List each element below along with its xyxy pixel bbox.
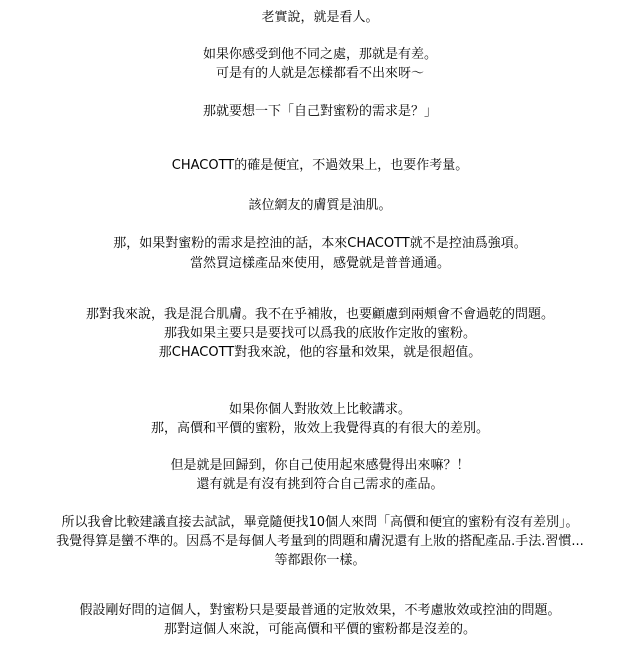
- text-line: 所以我會比較建議直接去試試，畢竟隨便找10個人來問「高價和便宜的蜜粉有沒有差別」。: [61, 515, 579, 530]
- text-line: CHACOTT的確是便宜，不過效果上，也要作考量。: [171, 158, 469, 173]
- text-line: 如果你個人對妝效上比較講求。: [228, 402, 411, 417]
- text-line: 可是有的人就是怎樣都看不出來呀～: [215, 66, 424, 81]
- text-line: 那對我來說，我是混合肌膚。我不在乎補妝，也要顧慮到兩頰會不會過乾的問題。: [85, 307, 554, 322]
- text-line: 假設剛好問的這個人，對蜜粉只是要最普通的定妝效果，不考慮妝效或控油的問題。: [79, 603, 561, 618]
- text-line: 那，高價和平價的蜜粉，妝效上我覺得真的有很大的差別。: [150, 421, 489, 436]
- text-line: 老實說，就是看人。: [261, 10, 379, 25]
- text-line: 還有就是有沒有挑到符合自己需求的產品。: [196, 477, 444, 492]
- text-line: 那我如果主要只是要找可以爲我的底妝作定妝的蜜粉。: [163, 326, 476, 341]
- text-line: 那CHACOTT對我來說，他的容量和效果，就是很超值。: [158, 345, 482, 360]
- text-line: 如果你感受到他不同之處，那就是有差。: [202, 47, 437, 62]
- text-line: 當然買這樣產品來使用，感覺就是普普通通。: [189, 256, 450, 271]
- text-line: 那就要想一下「自己對蜜粉的需求是？」: [202, 104, 437, 119]
- text-line: 那，如果對蜜粉的需求是控油的話，本來CHACOTT就不是控油爲強項。: [113, 236, 527, 251]
- text-line: 那對這個人來說，可能高價和平價的蜜粉都是沒差的。: [163, 622, 476, 637]
- text-line: 但是就是回歸到，你自己使用起來感覺得出來嘛？！: [170, 458, 470, 473]
- text-line: 該位網友的膚質是油肌。: [248, 198, 392, 213]
- text-line: 等都跟你一樣。: [274, 553, 366, 568]
- text-line: 我覺得算是蠻不準的。因爲不是每個人考量到的問題和膚況還有上妝的搭配產品.手法.習慣...: [56, 534, 584, 549]
